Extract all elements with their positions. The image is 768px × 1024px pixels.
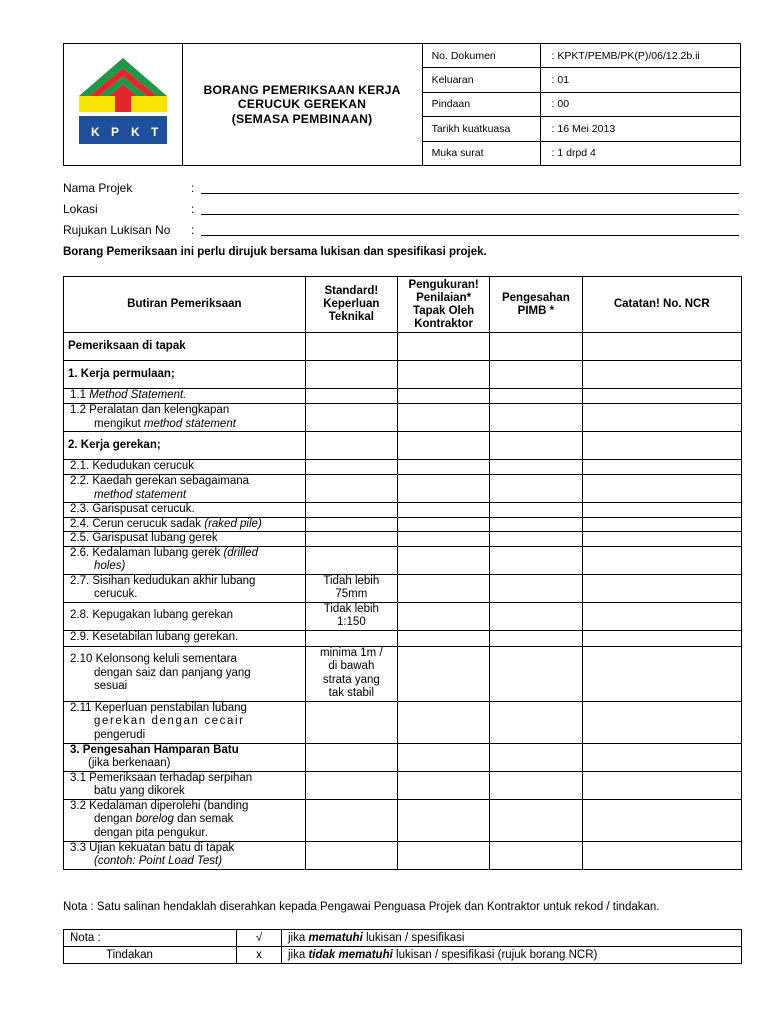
standard-value: Tidak lebih 1:150 bbox=[305, 602, 397, 630]
table-row bbox=[64, 432, 742, 460]
table-row bbox=[64, 333, 742, 361]
item-2-9: 2.9. Kesetabilan lubang gerekan. bbox=[64, 630, 306, 646]
table-row bbox=[64, 646, 742, 701]
title-line: (SEMASA PEMBINAAN) bbox=[231, 111, 373, 126]
reference-note: Borang Pemeriksaan ini perlu dirujuk bersama lukisan dan spesifikasi projek. bbox=[63, 246, 487, 258]
table-header-row bbox=[64, 277, 742, 333]
field-colon: : bbox=[191, 181, 195, 195]
legend-row bbox=[64, 947, 742, 964]
item-3-2: 3.2 Kedalaman diperolehi (banding dengan borelog dan semak dengan pita pengukur. bbox=[64, 799, 306, 841]
item-3-1: 3.1 Pemeriksaan terhadap serpihan batu yang dikorek bbox=[64, 771, 306, 799]
header-butiran: Butiran Pemeriksaan bbox=[64, 277, 306, 333]
location-field[interactable] bbox=[63, 202, 743, 218]
standard-value: Tidah lebih 75mm bbox=[305, 574, 397, 602]
section-heading: 3. Pengesahan Hamparan Batu (jika berkenaan) bbox=[64, 743, 306, 771]
kpkt-logo-icon bbox=[71, 56, 175, 148]
drawing-ref-field[interactable] bbox=[63, 223, 743, 239]
check-mark-icon: √ bbox=[237, 930, 282, 947]
document-header bbox=[63, 43, 741, 166]
logo-letter: P bbox=[110, 125, 119, 139]
table-row bbox=[64, 460, 742, 475]
table-row bbox=[64, 361, 742, 389]
inspection-table bbox=[63, 276, 742, 870]
section-heading: Pemeriksaan di tapak bbox=[64, 333, 306, 361]
field-label: Rujukan Lukisan No bbox=[63, 223, 171, 237]
item-2-6: 2.6. Kedalaman lubang gerek (drilled holes) bbox=[64, 546, 306, 574]
project-name-field[interactable] bbox=[63, 181, 743, 197]
meta-key: Tarikh kuatkuasa bbox=[422, 117, 540, 141]
table-row bbox=[64, 389, 742, 404]
item-2-4: 2.4. Cerun cerucuk sadak (raked pile) bbox=[64, 517, 306, 532]
logo-letter: K bbox=[130, 125, 140, 139]
table-row bbox=[64, 743, 742, 771]
table-row bbox=[64, 503, 742, 518]
title-line: CERUCUK GEREKAN bbox=[237, 97, 367, 112]
table-row bbox=[64, 630, 742, 646]
meta-value: : 1 drpd 4 bbox=[540, 141, 740, 165]
section-heading: 2. Kerja gerekan; bbox=[64, 432, 306, 460]
field-label: Nama Projek bbox=[63, 181, 133, 195]
item-2-5: 2.5. Garispusat lubang gerek bbox=[64, 532, 306, 547]
field-line[interactable] bbox=[201, 235, 739, 236]
table-row bbox=[64, 475, 742, 503]
logo-letter: T bbox=[150, 125, 159, 139]
header-pengukuran: Pengukuran! Penilaian* Tapak Oleh Kontraktor bbox=[397, 277, 489, 333]
standard-value: minima 1m / di bawah strata yang tak stabil bbox=[305, 646, 397, 701]
table-row bbox=[64, 574, 742, 602]
table-row bbox=[64, 771, 742, 799]
legend-row bbox=[64, 930, 742, 947]
table-row bbox=[64, 701, 742, 743]
meta-value: : 16 Mei 2013 bbox=[540, 117, 740, 141]
header-pengesahan: Pengesahan PIMB * bbox=[490, 277, 582, 333]
meta-value: : 00 bbox=[540, 92, 740, 116]
meta-key: Keluaran bbox=[422, 68, 540, 92]
field-colon: : bbox=[191, 202, 195, 216]
document-title bbox=[182, 44, 422, 166]
table-row bbox=[64, 602, 742, 630]
meta-value: : KPKT/PEMB/PK(P)/06/12.2b.ii bbox=[540, 44, 740, 68]
meta-key: Pindaan bbox=[422, 92, 540, 116]
meta-key: Muka surat bbox=[422, 141, 540, 165]
table-row bbox=[64, 404, 742, 432]
legend-table bbox=[63, 929, 742, 964]
logo-cell bbox=[64, 44, 183, 166]
legend-label: Tindakan bbox=[64, 947, 237, 964]
item-2-11: 2.11 Keperluan penstabilan lubang gerekan dengan cecair pengerudi bbox=[64, 701, 306, 743]
item-2-3: 2.3. Garispusat cerucuk. bbox=[64, 503, 306, 518]
item-1-2: 1.2 Peralatan dan kelengkapan mengikut method statement bbox=[64, 404, 306, 432]
item-2-1: 2.1. Kedudukan cerucuk bbox=[64, 460, 306, 475]
item-2-8: 2.8. Kepugakan lubang gerekan bbox=[64, 602, 306, 630]
logo-letter: K bbox=[90, 125, 100, 139]
field-label: Lokasi bbox=[63, 202, 98, 216]
distribution-note: Nota : Satu salinan hendaklah diserahkan kepada Pengawai Penguasa Projek dan Kontraktor untuk rekod / tindakan. bbox=[63, 901, 660, 913]
header-catatan: Catatan! No. NCR bbox=[582, 277, 742, 333]
legend-text: jika mematuhi lukisan / spesifikasi bbox=[282, 930, 742, 947]
table-row bbox=[64, 532, 742, 547]
field-colon: : bbox=[191, 223, 195, 237]
cross-mark-icon: x bbox=[237, 947, 282, 964]
table-row bbox=[64, 517, 742, 532]
item-2-10: 2.10 Kelonsong keluli sementara dengan saiz dan panjang yang sesuai bbox=[64, 646, 306, 701]
meta-value: : 01 bbox=[540, 68, 740, 92]
section-heading: 1. Kerja permulaan; bbox=[64, 361, 306, 389]
header-standard: Standard! Keperluan Teknikal bbox=[305, 277, 397, 333]
item-2-2: 2.2. Kaedah gerekan sebagaimana method statement bbox=[64, 475, 306, 503]
item-2-7: 2.7. Sisihan kedudukan akhir lubang cerucuk. bbox=[64, 574, 306, 602]
legend-text: jika tidak mematuhi lukisan / spesifikasi (rujuk borang NCR) bbox=[282, 947, 742, 964]
meta-key: No. Dokumen bbox=[422, 44, 540, 68]
field-line[interactable] bbox=[201, 193, 739, 194]
item-3-3: 3.3 Ujian kekuatan batu di tapak (contoh: Point Load Test) bbox=[64, 841, 306, 869]
table-row bbox=[64, 841, 742, 869]
table-row bbox=[64, 799, 742, 841]
table-row bbox=[64, 546, 742, 574]
field-line[interactable] bbox=[201, 214, 739, 215]
title-line: BORANG PEMERIKSAAN KERJA bbox=[203, 82, 401, 97]
legend-label: Nota : bbox=[64, 930, 237, 947]
item-1-1: 1.1 Method Statement. bbox=[64, 389, 306, 404]
